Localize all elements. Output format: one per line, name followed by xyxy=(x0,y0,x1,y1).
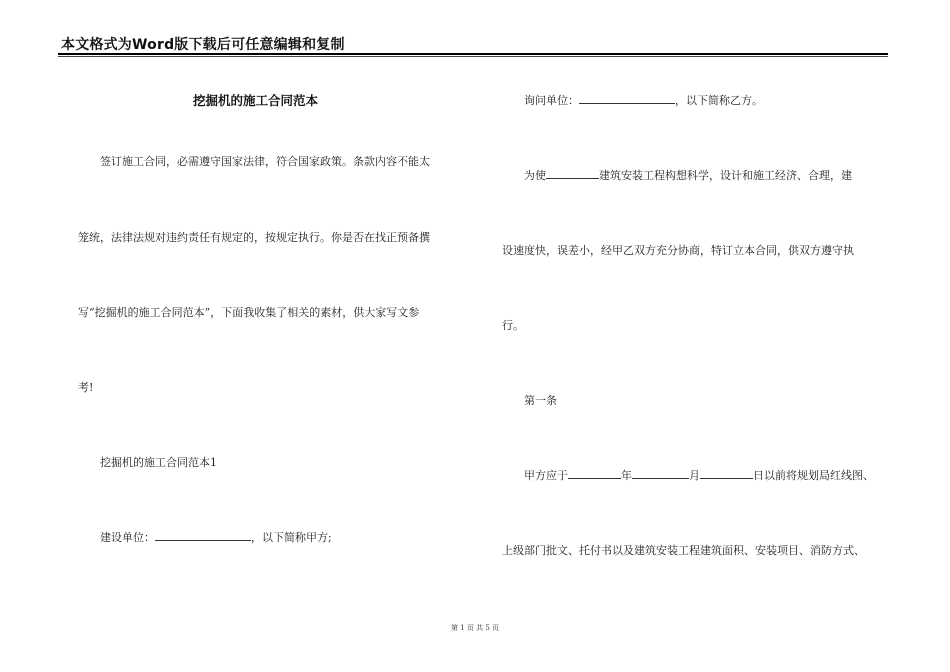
paragraph-line: 笼统，法律法规对违约责任有规定的，按规定执行。你是否在找正预备撰 xyxy=(78,231,430,244)
article-heading: 第一条 xyxy=(524,394,557,407)
paragraph-line xyxy=(524,167,852,183)
r4-year: 年 xyxy=(621,469,632,482)
paragraph-line: 考! xyxy=(78,381,94,394)
paragraph-line: 设速度快，误差小，经甲乙双方充分协商，特订立本合同，供双方遵守执 xyxy=(502,244,854,257)
header-rule-thick xyxy=(58,53,888,55)
paragraph-line: 行。 xyxy=(502,319,524,332)
header-rule-thin xyxy=(58,56,888,57)
paragraph-line: 上级部门批文、托付书以及建筑安装工程建筑面积、安装项目、消防方式、 xyxy=(502,544,865,557)
r4-suffix: 日以前将规划局红线图、 xyxy=(753,469,874,482)
document-title: 挖掘机的施工合同范本 xyxy=(193,93,319,108)
paragraph-line: 签订施工合同，必需遵守国家法律，符合国家政策。条款内容不能太 xyxy=(100,155,430,168)
paragraph-line: 写“挖掘机的施工合同范本”，下面我收集了相关的素材，供大家写文参 xyxy=(78,306,420,319)
r4-prefix: 甲方应于 xyxy=(524,469,568,482)
project-blank[interactable] xyxy=(546,168,599,179)
party-b-blank[interactable] xyxy=(579,93,675,104)
party-b-line xyxy=(524,92,763,108)
paragraph-line xyxy=(524,467,874,483)
party-a-line xyxy=(100,529,332,545)
r1-prefix: 为使 xyxy=(524,169,546,182)
year-blank[interactable] xyxy=(568,468,621,479)
party-a-blank[interactable] xyxy=(155,530,251,541)
party-a-label: 建设单位： xyxy=(100,531,155,544)
party-a-suffix: ，以下简称甲方; xyxy=(251,531,332,544)
document-header: 本文格式为Word版下载后可任意编辑和复制 xyxy=(61,37,345,53)
party-b-label: 询问单位： xyxy=(524,94,579,107)
party-b-suffix: ，以下简称乙方。 xyxy=(675,94,763,107)
r4-month: 月 xyxy=(689,469,700,482)
month-blank[interactable] xyxy=(632,468,689,479)
day-blank[interactable] xyxy=(700,468,753,479)
page-footer: 第 1 页 共 5 页 xyxy=(450,624,500,632)
r1-suffix: 建筑安装工程构想科学，设计和施工经济、合理，建 xyxy=(599,169,852,182)
section-subtitle: 挖掘机的施工合同范本1 xyxy=(100,456,217,469)
